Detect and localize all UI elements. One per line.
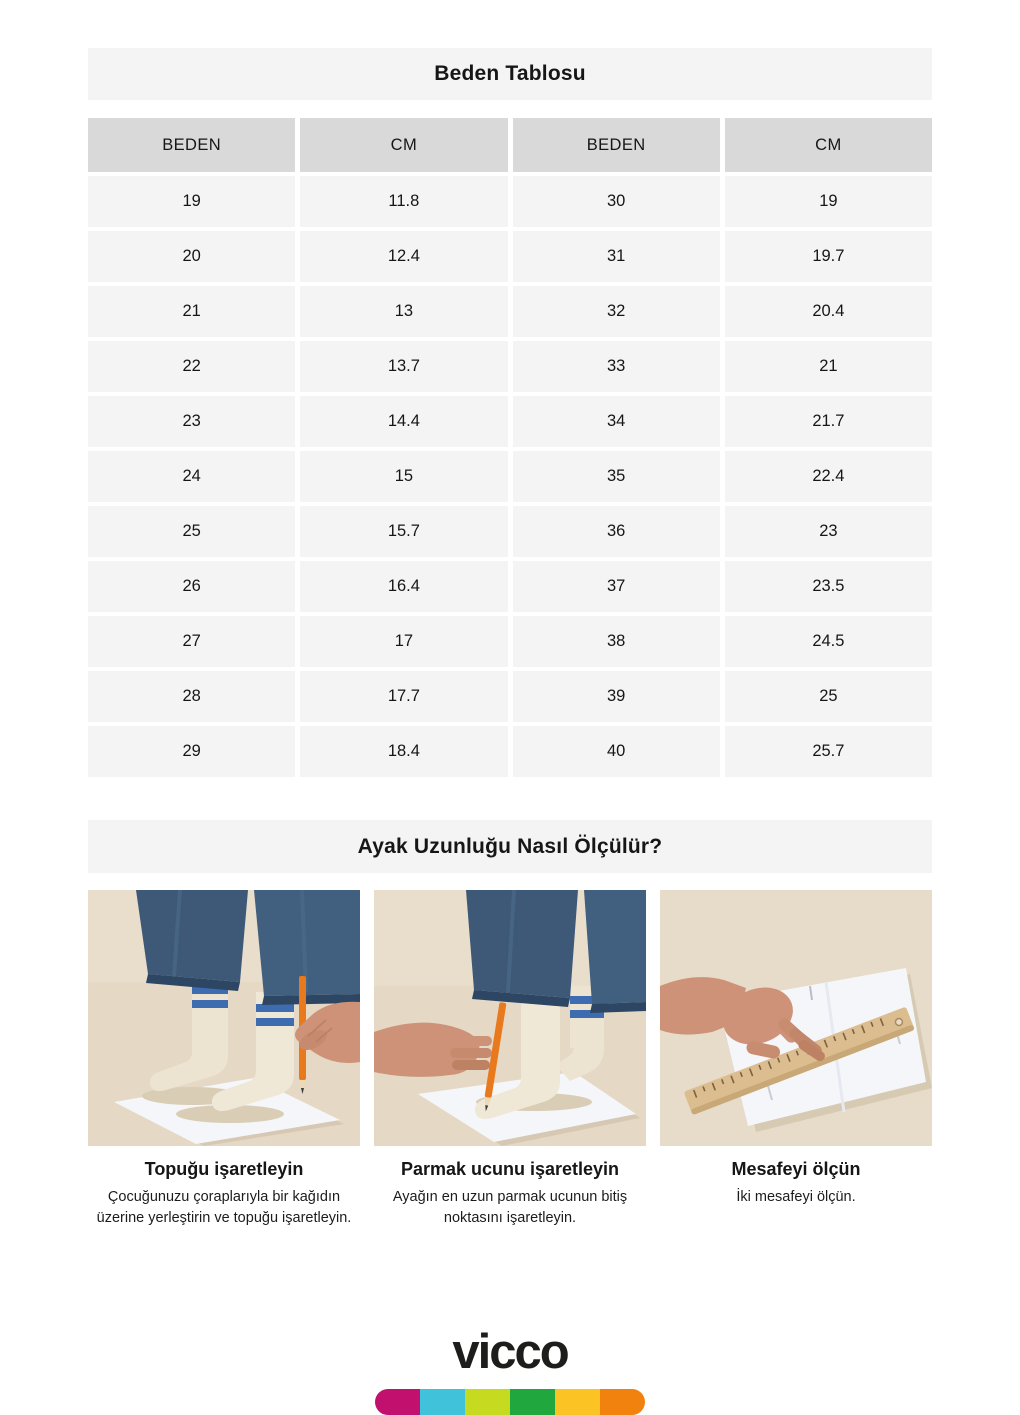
step-mark-toe	[374, 890, 646, 1228]
table-cell: 31	[513, 231, 720, 282]
table-cell: 13.7	[300, 341, 507, 392]
color-segment	[420, 1389, 465, 1415]
table-cell: 23.5	[725, 561, 932, 612]
step-description: İki mesafeyi ölçün.	[736, 1189, 856, 1205]
step-title: Parmak ucunu işaretleyin	[400, 1159, 620, 1179]
color-segment	[555, 1389, 600, 1415]
table-cell: 28	[88, 671, 295, 722]
table-cell: 20	[88, 231, 295, 282]
table-cell: 25	[725, 671, 932, 722]
table-cell: 20.4	[725, 286, 932, 337]
color-segment	[465, 1389, 510, 1415]
step-title: Topuğu işaretleyin	[144, 1159, 304, 1179]
table-header-cell: BEDEN	[88, 118, 295, 172]
size-table	[88, 118, 932, 777]
how-to-measure-title: Ayak Uzunluğu Nasıl Ölçülür?	[357, 834, 663, 858]
table-cell: 35	[513, 451, 720, 502]
measure-steps	[88, 890, 932, 1228]
how-to-measure-banner	[88, 820, 932, 873]
page-content	[88, 48, 932, 1228]
table-cell: 21	[88, 286, 295, 337]
step-measure-distance	[660, 890, 932, 1228]
color-segment	[600, 1389, 645, 1415]
table-cell: 18.4	[300, 726, 507, 777]
table-cell: 11.8	[300, 176, 507, 227]
table-cell: 14.4	[300, 396, 507, 447]
table-cell: 17	[300, 616, 507, 667]
table-header-cell: CM	[300, 118, 507, 172]
step-description: Ayağın en uzun parmak ucunun bitiş noktasını işaretleyin.	[392, 1189, 628, 1226]
table-cell: 32	[513, 286, 720, 337]
table-cell: 19.7	[725, 231, 932, 282]
table-cell: 38	[513, 616, 720, 667]
table-cell: 21.7	[725, 396, 932, 447]
table-cell: 21	[725, 341, 932, 392]
table-cell: 23	[88, 396, 295, 447]
table-cell: 16.4	[300, 561, 507, 612]
table-cell: 19	[725, 176, 932, 227]
table-cell: 23	[725, 506, 932, 557]
table-cell: 29	[88, 726, 295, 777]
step-mark-heel	[88, 890, 360, 1228]
table-cell: 22	[88, 341, 295, 392]
table-cell: 34	[513, 396, 720, 447]
table-cell: 15.7	[300, 506, 507, 557]
table-cell: 33	[513, 341, 720, 392]
table-cell: 12.4	[300, 231, 507, 282]
step-photo-mark-toe	[374, 890, 646, 1146]
brand-logo: vicco	[452, 1325, 568, 1379]
size-chart-title: Beden Tablosu	[434, 62, 586, 85]
jeans	[466, 890, 646, 1013]
table-cell: 17.7	[300, 671, 507, 722]
color-segment	[375, 1389, 420, 1415]
step-title: Mesafeyi ölçün	[731, 1159, 861, 1179]
table-cell: 40	[513, 726, 720, 777]
table-cell: 24.5	[725, 616, 932, 667]
table-header-cell: CM	[725, 118, 932, 172]
table-cell: 15	[300, 451, 507, 502]
table-cell: 13	[300, 286, 507, 337]
brand-color-bar	[375, 1389, 645, 1415]
table-cell: 30	[513, 176, 720, 227]
table-cell: 37	[513, 561, 720, 612]
size-chart-banner	[88, 48, 932, 100]
table-cell: 39	[513, 671, 720, 722]
table-cell: 25	[88, 506, 295, 557]
table-cell: 26	[88, 561, 295, 612]
step-photo-mark-heel	[88, 890, 360, 1146]
table-cell: 24	[88, 451, 295, 502]
table-cell: 25.7	[725, 726, 932, 777]
step-description: Çocuğunuzu çoraplarıyla bir kağıdın üzerine yerleştirin ve topuğu işaretleyin.	[96, 1189, 352, 1226]
color-segment	[510, 1389, 555, 1415]
table-cell: 27	[88, 616, 295, 667]
table-cell: 36	[513, 506, 720, 557]
table-header-cell: BEDEN	[513, 118, 720, 172]
step-photo-measure	[660, 890, 932, 1146]
table-cell: 22.4	[725, 451, 932, 502]
table-cell: 19	[88, 176, 295, 227]
